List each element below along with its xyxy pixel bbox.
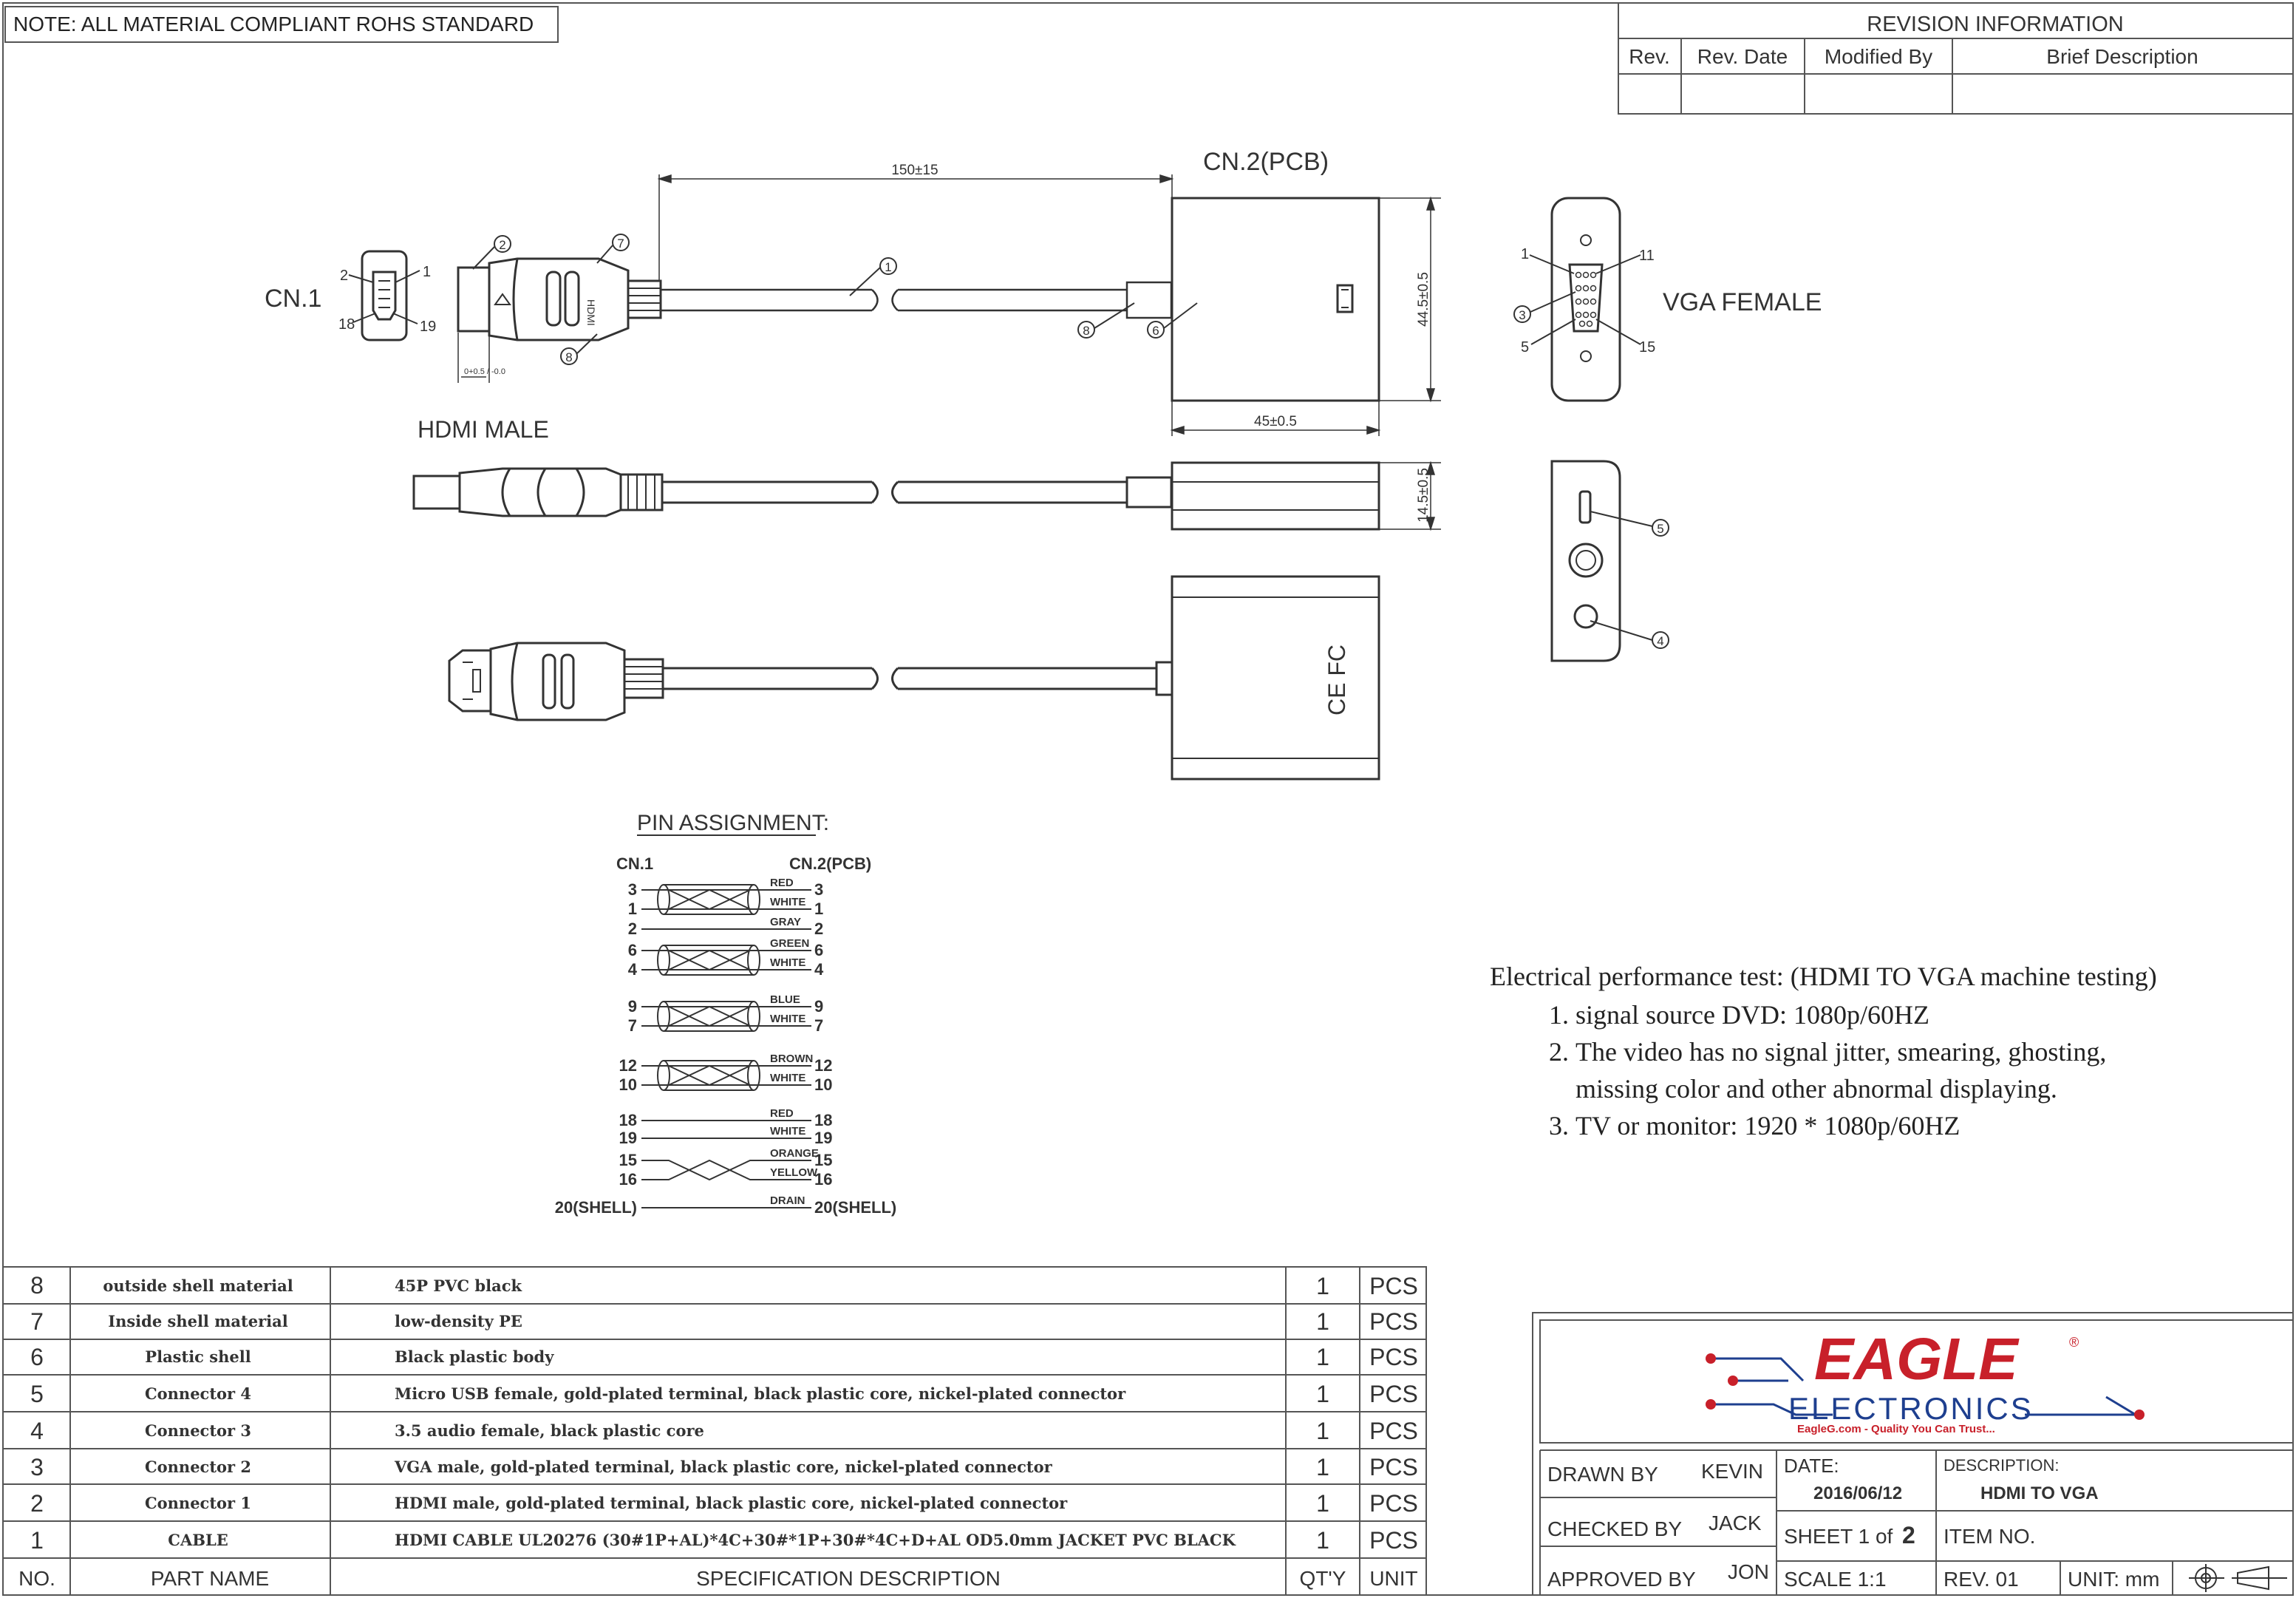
pin-right-12: 12 [814,1056,833,1075]
performance-item [1575,996,2273,1033]
revision-col-modified: Modified By [1824,45,1933,68]
pin-left-shell: 20(SHELL) [554,1198,637,1217]
hdmi-pin-2: 2 [340,268,349,284]
hdmi-pin-1: 1 [423,264,432,280]
pin-left-9: 9 [627,997,637,1016]
pin-right-2: 2 [814,919,824,938]
pin-right-7: 7 [814,1016,824,1035]
pin-right-19: 19 [814,1129,833,1147]
logo-dot [1706,1353,1716,1364]
bom-qty: 1 [1316,1454,1329,1480]
bom-spec: VGA male, gold-plated terminal, black plastic core, nickel-plated connector [395,1458,1052,1476]
bom-no: 6 [30,1344,44,1370]
performance-item-text: 2. The video has no signal jitter, smearing, ghosting, [1575,1037,2107,1067]
unit-value: UNIT: mm [2068,1568,2160,1591]
pin-left-19: 19 [619,1129,637,1147]
hdmi-plug-bottom-view [449,577,1379,779]
bom-unit: PCS [1369,1490,1418,1517]
pin-right-6: 6 [814,941,824,959]
bom-part: Plastic shell [145,1347,251,1366]
cn2-body-top [1172,198,1379,401]
balloon-8-b: 8 [1083,324,1090,338]
bom-header-no: NO. [18,1567,55,1590]
pin-left-16: 16 [619,1170,637,1189]
performance-item-text: 1. signal source DVD: 1080p/60HZ [1575,1000,1929,1030]
pin-color-green: GREEN [770,937,810,950]
pin-right-3: 3 [814,880,824,899]
pin-left-18: 18 [619,1111,637,1129]
balloon-4: 4 [1657,634,1664,648]
pin-right-9: 9 [814,997,824,1016]
bom-header [18,1567,1418,1590]
hdmi-plug-text: HDMI [585,299,597,326]
bom-part: Connector 3 [144,1421,252,1440]
bom-no: 7 [30,1308,44,1335]
bom-part: Connector 1 [144,1494,252,1512]
bom-spec: Black plastic body [395,1347,554,1366]
eagle-logo [1706,1326,2145,1435]
performance-list [1490,996,2273,1144]
pin-rows [555,877,897,1217]
dim-depth-lines [1379,463,1441,529]
bom-unit: PCS [1369,1527,1418,1554]
checked-by-label: CHECKED BY [1547,1517,1683,1540]
dim-depth: 14.5±0.5 [1416,468,1431,523]
pin-left-header: CN.1 [616,854,654,873]
bom-qty: 1 [1316,1418,1329,1444]
title-block-fields [1547,1455,2159,1591]
performance-item-text-cont: missing color and other abnormal displaying. [1575,1074,2057,1104]
pin-color-red: RED [770,877,794,889]
bom-rows [30,1272,1418,1554]
approved-by-label: APPROVED BY [1547,1568,1696,1591]
revision-title: REVISION INFORMATION [1867,13,2124,36]
bom-qty: 1 [1316,1344,1329,1370]
vga-pin-15: 15 [1639,339,1656,356]
rohs-note: NOTE: ALL MATERIAL COMPLIANT ROHS STANDARD [4,6,559,43]
bom-qty: 1 [1316,1273,1329,1299]
bom-header-part: PART NAME [150,1567,270,1590]
pin-right-10: 10 [814,1075,833,1094]
balloon-7: 7 [617,237,624,251]
pin-color-white: WHITE [770,956,806,969]
pin-color-yellow: YELLOW [770,1166,818,1179]
pin-color-white: WHITE [770,1072,806,1084]
pin-color-drain: DRAIN [770,1194,805,1207]
logo-registered: ® [2069,1335,2079,1350]
bom-spec: Micro USB female, gold-plated terminal, black plastic core, nickel-plated connector [395,1384,1126,1403]
side-port-view [1552,461,1669,661]
dim-small: 0+0.5 / -0.0 [464,367,505,376]
pin-right-16: 16 [814,1170,833,1189]
pin-color-red: RED [770,1107,794,1120]
hdmi-face-view [349,251,420,340]
vga-pin-5: 5 [1521,339,1530,356]
bom-qty: 1 [1316,1527,1329,1554]
bom-spec: 45P PVC black [395,1276,522,1295]
bom-header-qty: QT'Y [1299,1567,1346,1590]
projection-symbol-icon [2189,1564,2287,1592]
vga-pin-11: 11 [1639,248,1655,264]
ce-fc-marks: CE FC [1324,645,1350,715]
dim-width: 45±0.5 [1254,414,1297,429]
pin-left-3: 3 [627,880,637,899]
pin-color-white: WHITE [770,1013,806,1025]
pin-color-white: WHITE [770,896,806,908]
balloons-top [473,234,1197,364]
bom-unit: PCS [1369,1418,1418,1444]
bom-spec: 3.5 audio female, black plastic core [395,1421,704,1440]
bom-no: 4 [30,1418,44,1444]
sheet-label: SHEET 1 of [1784,1525,1893,1548]
logo-tagline: EagleG.com - Quality You Can Trust... [1797,1423,1995,1435]
pin-left-15: 15 [619,1151,637,1169]
dim-cable-length: 150±15 [891,163,939,178]
bom-part: outside shell material [103,1276,293,1295]
pin-right-shell: 20(SHELL) [814,1198,897,1217]
hdmi-pin-18: 18 [338,316,355,333]
balloon-1: 1 [885,260,892,274]
balloon-3: 3 [1519,308,1526,322]
description-value: HDMI TO VGA [1980,1483,2099,1503]
pin-color-white: WHITE [770,1125,806,1138]
performance-item [1575,1107,2273,1144]
bom-no: 5 [30,1381,44,1407]
revision-col-description: Brief Description [2046,45,2198,68]
sheet-total: 2 [1902,1522,1915,1548]
pin-right-15: 15 [814,1151,833,1169]
date-label: DATE: [1784,1455,1839,1477]
rev-value: REV. 01 [1944,1568,2019,1591]
pin-color-blue: BLUE [770,993,800,1006]
drawn-by-value: KEVIN [1701,1460,1764,1483]
logo-dot [1728,1376,1738,1386]
drawn-by-label: DRAWN BY [1547,1463,1658,1486]
bom-part: Connector 2 [144,1458,252,1476]
bom-no: 8 [30,1272,44,1299]
performance-item [1575,1033,2273,1107]
description-label: DESCRIPTION: [1944,1456,2060,1475]
bom-spec: HDMI male, gold-plated terminal, black plastic core, nickel-plated connector [395,1494,1068,1512]
pin-left-10: 10 [619,1075,637,1094]
pin-color-gray: GRAY [770,916,801,928]
item-no-label: ITEM NO. [1944,1525,2036,1548]
bom-part: Connector 4 [144,1384,252,1403]
bom-header-unit: UNIT [1369,1567,1418,1590]
performance-item-text: 3. TV or monitor: 1920 * 1080p/60HZ [1575,1111,1961,1140]
cn1-label: CN.1 [265,285,322,313]
pin-right-1: 1 [814,900,824,918]
bom-part: CABLE [168,1531,228,1549]
bom-unit: PCS [1369,1454,1418,1480]
bom-unit: PCS [1369,1344,1418,1370]
date-value: 2016/06/12 [1813,1483,1903,1503]
pin-right-header: CN.2(PCB) [789,854,872,873]
logo-dot [1706,1399,1716,1410]
checked-by-value: JACK [1709,1512,1762,1534]
bom-part: Inside shell material [108,1312,288,1330]
pin-left-1: 1 [627,900,637,918]
hdmi-pin-19: 19 [420,319,437,335]
hdmi-male-label: HDMI MALE [418,416,549,443]
pin-left-7: 7 [627,1016,637,1035]
bom-unit: PCS [1369,1308,1418,1335]
bom-no: 2 [30,1490,44,1517]
pin-color-orange: ORANGE [770,1147,819,1160]
revision-col-rev: Rev. [1629,45,1670,68]
bom-no: 3 [30,1454,44,1480]
pin-right-4: 4 [814,960,824,979]
balloon-2: 2 [499,238,506,252]
hdmi-plug-middle-view [414,463,1379,529]
bom-header-spec: SPECIFICATION DESCRIPTION [696,1567,1001,1590]
scale-value: SCALE 1:1 [1784,1568,1887,1591]
logo-dot [2134,1410,2145,1420]
pin-left-6: 6 [627,941,637,959]
logo-sub: ELECTRONICS [1788,1391,2034,1426]
pin-color-brown: BROWN [770,1053,814,1065]
pin-left-4: 4 [627,960,637,979]
pin-assignment-title: PIN ASSIGNMENT: [637,811,830,835]
performance-title: Electrical performance test: (HDMI TO VGA machine testing) [1490,962,2157,991]
approved-by-value: JON [1728,1560,1769,1583]
logo-main: EAGLE [1814,1326,2018,1392]
vga-pin-1: 1 [1521,246,1530,262]
bom-spec: HDMI CABLE UL20276 (30#1P+AL)*4C+30#*1P+30#*4C+D+AL OD5.0mm JACKET PVC BLACK [395,1531,1236,1549]
cn2-label: CN.2(PCB) [1203,148,1329,176]
dim-cable-length-lines [659,174,1172,281]
cable-top [661,282,1171,318]
revision-col-date: Rev. Date [1697,45,1788,68]
vga-female-label: VGA FEMALE [1663,288,1822,316]
bom-spec: low-density PE [395,1312,522,1330]
vga-face-view [1514,198,1641,401]
bom-unit: PCS [1369,1381,1418,1407]
bom-unit: PCS [1369,1273,1418,1299]
bom-no: 1 [30,1527,44,1554]
pin-left-12: 12 [619,1056,637,1075]
performance-notes [1490,961,2273,1144]
balloon-6: 6 [1152,324,1159,338]
balloon-5: 5 [1657,522,1664,536]
bom-qty: 1 [1316,1381,1329,1407]
bom-qty: 1 [1316,1308,1329,1335]
balloon-8-a: 8 [565,350,573,364]
bom-qty: 1 [1316,1490,1329,1517]
hdmi-plug-side-view [458,259,661,383]
dim-height: 44.5±0.5 [1416,272,1431,327]
pin-right-18: 18 [814,1111,833,1129]
pin-left-2: 2 [627,919,637,938]
